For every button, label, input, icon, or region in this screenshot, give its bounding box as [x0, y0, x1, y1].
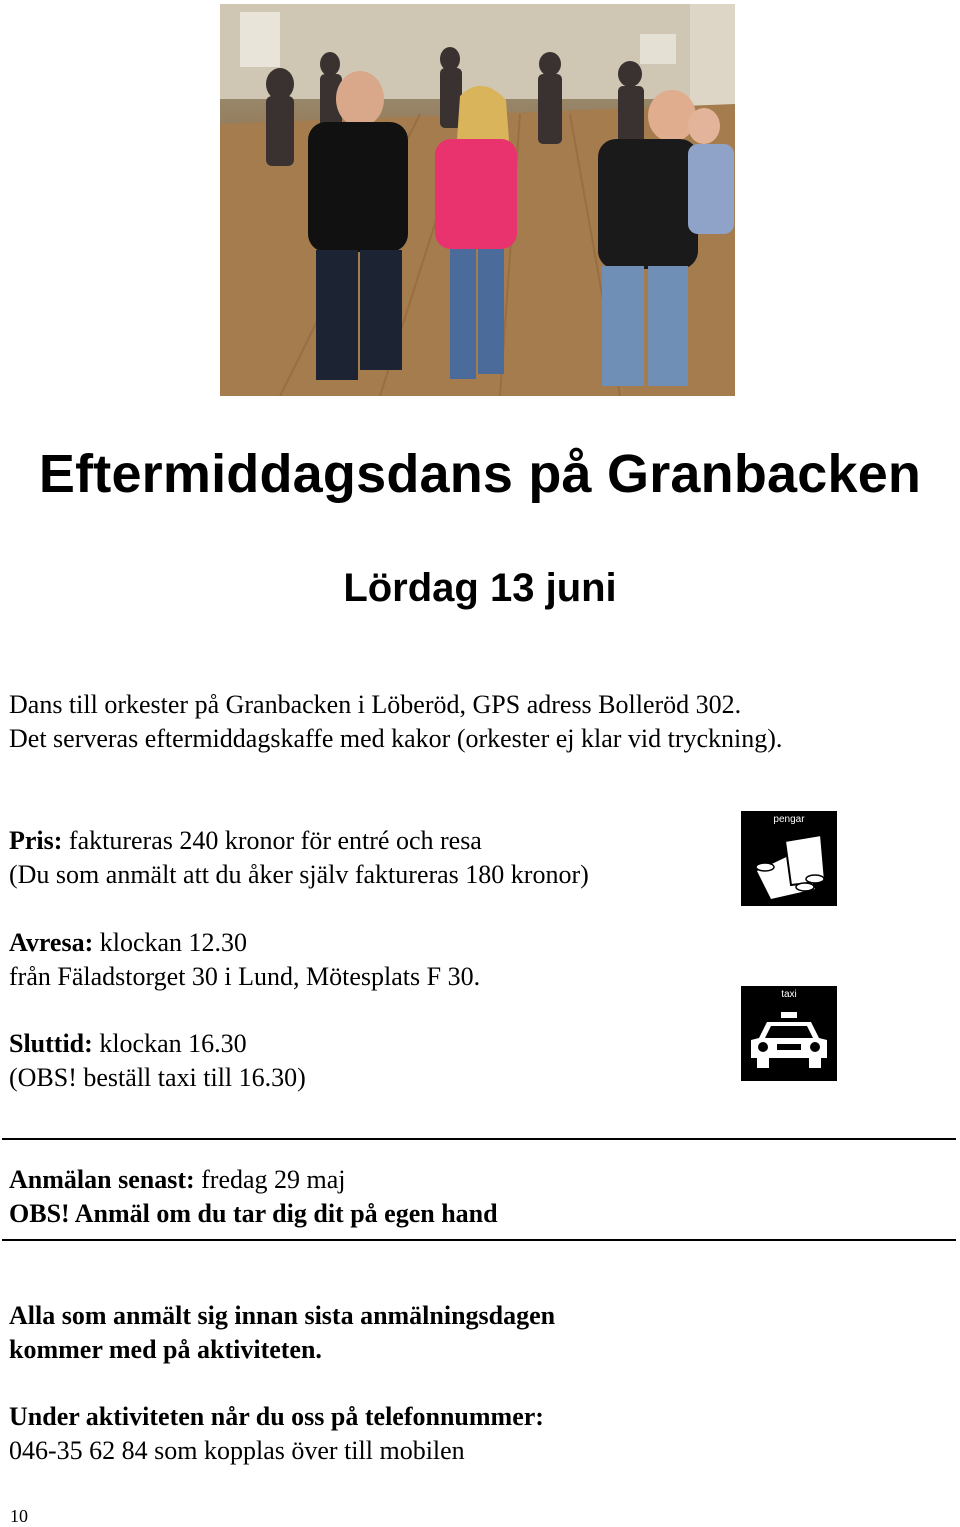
- departure-label: Avresa:: [9, 928, 94, 957]
- divider-top: [2, 1138, 956, 1140]
- end-label: Sluttid:: [9, 1029, 93, 1058]
- intro-line-2: Det serveras eftermiddagskaffe med kakor (orkester ej klar vid tryckning).: [9, 724, 783, 753]
- info-line-2: kommer med på aktiviteten.: [9, 1335, 322, 1364]
- registration-text: fredag 29 maj: [201, 1165, 346, 1194]
- taxi-caption: taxi: [781, 989, 797, 1000]
- taxi-pictogram: [741, 986, 837, 1081]
- registration-line: [9, 1163, 346, 1197]
- price-label: Pris:: [9, 826, 63, 855]
- event-date: Lördag 13 juni: [343, 566, 617, 610]
- contact-text: 046-35 62 84 som kopplas över till mobilen: [9, 1436, 465, 1465]
- price-line: [9, 824, 482, 858]
- departure-text: klockan 12.30: [99, 928, 248, 957]
- money-icon: [741, 811, 837, 906]
- price-note: (Du som anmält att du åker själv faktureras 180 kronor): [9, 860, 589, 889]
- departure-line: [9, 926, 247, 960]
- registration-note: OBS! Anmäl om du tar dig dit på egen hand: [9, 1199, 498, 1228]
- dance-photo: [220, 4, 735, 396]
- page-title: Eftermiddagsdans på Granbacken: [38, 444, 922, 504]
- price-text: faktureras 240 kronor för entré och resa: [68, 826, 482, 855]
- end-note: (OBS! beställ taxi till 16.30): [9, 1063, 306, 1092]
- end-text: klockan 16.30: [99, 1029, 247, 1058]
- departure-place: från Fäladstorget 30 i Lund, Mötesplats F 30.: [9, 962, 481, 991]
- registration-label: Anmälan senast:: [9, 1165, 195, 1194]
- money-caption: pengar: [773, 814, 805, 825]
- contact-heading: Under aktiviteten når du oss på telefonnummer:: [9, 1402, 544, 1431]
- info-line-1: Alla som anmält sig innan sista anmälningsdagen: [9, 1301, 556, 1330]
- taxi-icon: [741, 986, 837, 1081]
- money-pictogram: [741, 811, 837, 906]
- divider-bottom: [2, 1239, 956, 1241]
- end-line: [9, 1027, 247, 1061]
- page-number: 10: [10, 1506, 28, 1526]
- intro-line-1: Dans till orkester på Granbacken i Löberöd, GPS adress Bolleröd 302.: [9, 690, 742, 719]
